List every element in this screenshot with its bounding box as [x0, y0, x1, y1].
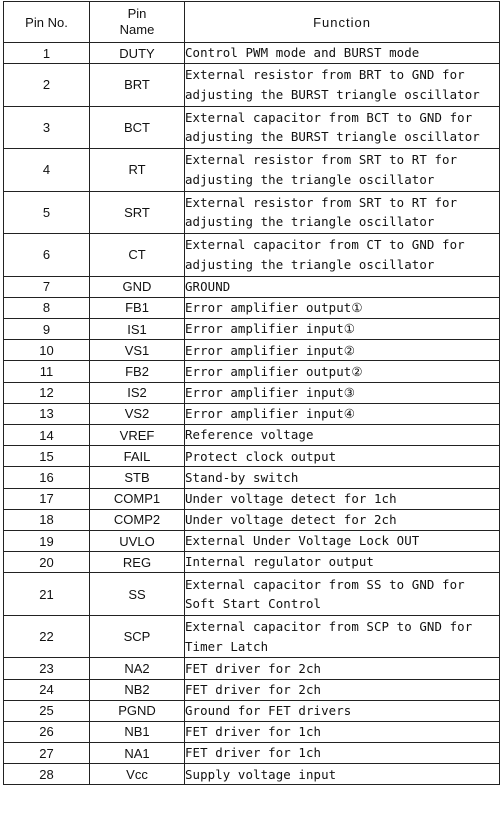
table-row	[4, 679, 500, 700]
pin-function-cell: External resistor from SRT to RT for adjusting the triangle oscillator	[185, 191, 500, 234]
table-row	[4, 573, 500, 616]
pin-name-cell: FB2	[90, 361, 185, 382]
table-row	[4, 64, 500, 107]
table-row	[4, 149, 500, 192]
pin-number-cell: 18	[4, 509, 90, 530]
table-row	[4, 764, 500, 785]
header-pin-no: Pin No.	[4, 2, 90, 43]
pin-function-cell: Internal regulator output	[185, 552, 500, 573]
pin-name-cell: STB	[90, 467, 185, 488]
table-row	[4, 382, 500, 403]
pin-number-cell: 16	[4, 467, 90, 488]
pin-name-cell: IS1	[90, 319, 185, 340]
pin-function-cell: External capacitor from SCP to GND for Timer Latch	[185, 615, 500, 658]
pin-function-cell: FET driver for 2ch	[185, 679, 500, 700]
pin-function-cell: Error amplifier output②	[185, 361, 500, 382]
pin-number-cell: 1	[4, 43, 90, 64]
pin-name-cell: CT	[90, 234, 185, 277]
table-row	[4, 467, 500, 488]
pin-function-cell: Stand-by switch	[185, 467, 500, 488]
table-row	[4, 319, 500, 340]
pin-name-cell: IS2	[90, 382, 185, 403]
table-row	[4, 297, 500, 318]
pin-table-body	[4, 43, 500, 785]
pin-number-cell: 10	[4, 340, 90, 361]
pin-function-cell: Reference voltage	[185, 425, 500, 446]
table-row	[4, 530, 500, 551]
pin-number-cell: 13	[4, 403, 90, 424]
pin-table	[3, 1, 500, 785]
pin-table-header	[4, 2, 500, 43]
pin-number-cell: 8	[4, 297, 90, 318]
pin-function-cell: Under voltage detect for 2ch	[185, 509, 500, 530]
pin-name-cell: VREF	[90, 425, 185, 446]
pin-number-cell: 21	[4, 573, 90, 616]
pin-number-cell: 27	[4, 743, 90, 764]
pin-name-cell: NB1	[90, 721, 185, 742]
pin-number-cell: 25	[4, 700, 90, 721]
pin-function-cell: External capacitor from BCT to GND for adjusting the BURST triangle oscillator	[185, 106, 500, 149]
pin-function-cell: Under voltage detect for 1ch	[185, 488, 500, 509]
pin-number-cell: 23	[4, 658, 90, 679]
pin-name-cell: VS2	[90, 403, 185, 424]
pin-number-cell: 19	[4, 530, 90, 551]
table-row	[4, 403, 500, 424]
pin-name-cell: NA2	[90, 658, 185, 679]
pin-number-cell: 4	[4, 149, 90, 192]
pin-name-cell: SS	[90, 573, 185, 616]
pin-function-cell: External Under Voltage Lock OUT	[185, 530, 500, 551]
table-row	[4, 106, 500, 149]
table-row	[4, 340, 500, 361]
pin-function-cell: GROUND	[185, 276, 500, 297]
table-row	[4, 552, 500, 573]
pin-name-cell: REG	[90, 552, 185, 573]
pin-number-cell: 5	[4, 191, 90, 234]
pin-function-cell: External capacitor from CT to GND for adjusting the triangle oscillator	[185, 234, 500, 277]
pin-function-cell: Ground for FET drivers	[185, 700, 500, 721]
table-row	[4, 276, 500, 297]
pin-function-cell: FET driver for 2ch	[185, 658, 500, 679]
pin-number-cell: 9	[4, 319, 90, 340]
pin-name-cell: NB2	[90, 679, 185, 700]
pin-name-cell: VS1	[90, 340, 185, 361]
pin-name-cell: BRT	[90, 64, 185, 107]
pin-name-cell: NA1	[90, 743, 185, 764]
table-row	[4, 191, 500, 234]
pin-number-cell: 28	[4, 764, 90, 785]
pin-function-cell: External capacitor from SS to GND for Soft Start Control	[185, 573, 500, 616]
pin-name-cell: COMP2	[90, 509, 185, 530]
pin-name-cell: FB1	[90, 297, 185, 318]
header-pin-name	[90, 2, 185, 43]
table-row	[4, 700, 500, 721]
pin-number-cell: 20	[4, 552, 90, 573]
pin-number-cell: 26	[4, 721, 90, 742]
pin-number-cell: 2	[4, 64, 90, 107]
pin-name-cell: RT	[90, 149, 185, 192]
header-pin-name-line1: Pin	[127, 6, 147, 21]
pin-function-cell: Error amplifier input①	[185, 319, 500, 340]
table-row	[4, 488, 500, 509]
pin-function-cell: Supply voltage input	[185, 764, 500, 785]
table-row	[4, 658, 500, 679]
pin-name-cell: GND	[90, 276, 185, 297]
pin-function-cell: External resistor from SRT to RT for adjusting the triangle oscillator	[185, 149, 500, 192]
table-row	[4, 721, 500, 742]
pin-function-cell: External resistor from BRT to GND for adjusting the BURST triangle oscillator	[185, 64, 500, 107]
header-pin-name-line2: Name	[119, 22, 155, 37]
pin-name-cell: DUTY	[90, 43, 185, 64]
table-row	[4, 361, 500, 382]
table-row	[4, 43, 500, 64]
pin-number-cell: 17	[4, 488, 90, 509]
table-row	[4, 743, 500, 764]
pin-function-cell: Error amplifier input②	[185, 340, 500, 361]
table-row	[4, 509, 500, 530]
table-row	[4, 425, 500, 446]
header-row	[4, 2, 500, 43]
pin-function-cell: Error amplifier input④	[185, 403, 500, 424]
pin-name-cell: BCT	[90, 106, 185, 149]
pin-number-cell: 3	[4, 106, 90, 149]
pin-number-cell: 24	[4, 679, 90, 700]
pin-name-cell: SCP	[90, 615, 185, 658]
pin-number-cell: 7	[4, 276, 90, 297]
table-row	[4, 446, 500, 467]
pin-function-cell: Error amplifier input③	[185, 382, 500, 403]
pin-name-cell: SRT	[90, 191, 185, 234]
pin-function-cell: FET driver for 1ch	[185, 721, 500, 742]
pin-number-cell: 14	[4, 425, 90, 446]
table-row	[4, 615, 500, 658]
pin-function-cell: Protect clock output	[185, 446, 500, 467]
pin-function-cell: FET driver for 1ch	[185, 743, 500, 764]
pin-number-cell: 12	[4, 382, 90, 403]
pin-name-cell: Vcc	[90, 764, 185, 785]
pin-name-cell: UVLO	[90, 530, 185, 551]
pin-function-cell: Error amplifier output①	[185, 297, 500, 318]
pin-name-cell: PGND	[90, 700, 185, 721]
pin-name-cell: FAIL	[90, 446, 185, 467]
pin-function-cell: Control PWM mode and BURST mode	[185, 43, 500, 64]
pin-number-cell: 11	[4, 361, 90, 382]
header-function: Function	[185, 2, 500, 43]
table-row	[4, 234, 500, 277]
pin-name-cell: COMP1	[90, 488, 185, 509]
pin-number-cell: 6	[4, 234, 90, 277]
pin-number-cell: 15	[4, 446, 90, 467]
pin-number-cell: 22	[4, 615, 90, 658]
